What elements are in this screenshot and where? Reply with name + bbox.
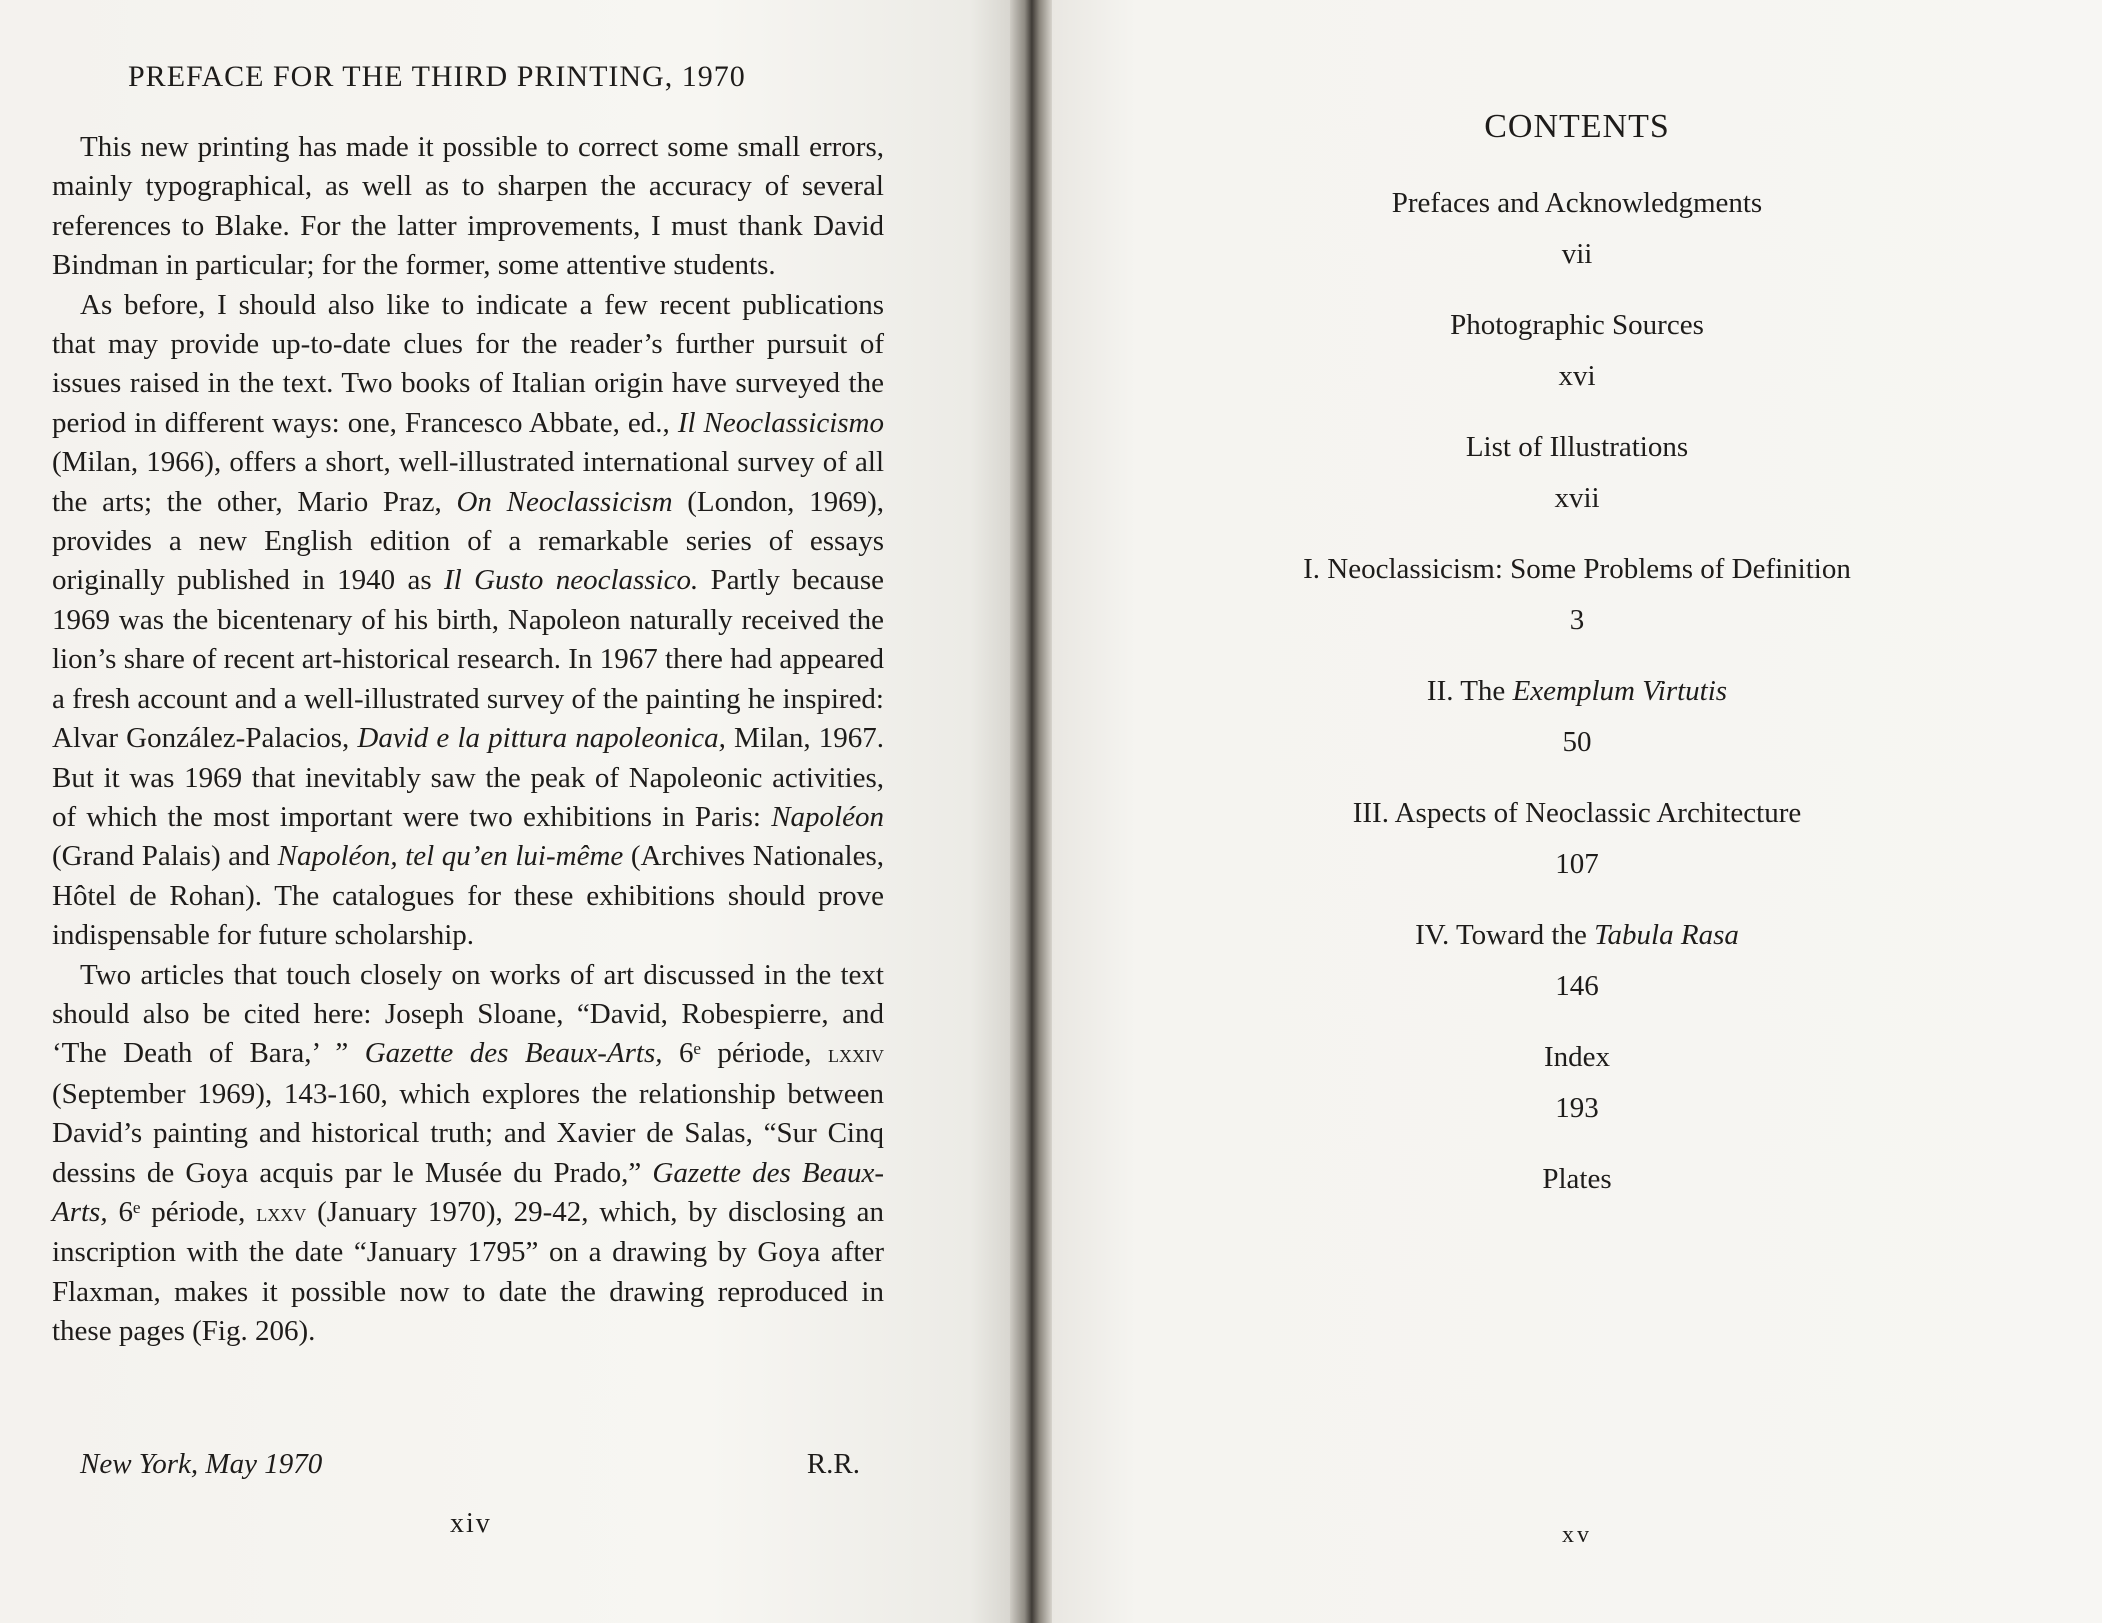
toc-entry-title bbox=[1052, 178, 2102, 228]
volume-number: lxxv bbox=[256, 1199, 307, 1227]
preface-paragraph bbox=[52, 956, 884, 1352]
text-run: III. Aspects of Neoclassic Architecture bbox=[1352, 797, 1802, 829]
italic-title: Napoléon bbox=[771, 800, 884, 833]
text-run: (Grand Palais) and bbox=[52, 840, 278, 873]
toc-entry-title bbox=[1052, 788, 2102, 838]
toc-entry-title bbox=[1052, 666, 2102, 716]
table-of-contents bbox=[1052, 178, 2102, 1204]
toc-entry-page: xvi bbox=[1558, 360, 1596, 392]
toc-entry bbox=[1052, 788, 2102, 910]
italic-title: Il Gusto neoclassico. bbox=[444, 564, 699, 597]
text-run: (Archives Nationales, Hôtel de Rohan). The catalogues for these exhibitions should prove indispensable for future scholarship. bbox=[52, 840, 885, 952]
text-run: I. Neoclassicism: Some Problems of Definition bbox=[1303, 553, 1851, 585]
signoff bbox=[80, 1448, 860, 1481]
text-run: Index bbox=[1543, 1041, 1611, 1073]
toc-entry-title bbox=[1052, 1154, 2102, 1204]
toc-entry-title bbox=[1052, 544, 2102, 594]
toc-entry bbox=[1052, 910, 2102, 1032]
running-head: PREFACE FOR THE THIRD PRINTING, 1970 bbox=[128, 60, 746, 93]
text-run: IV. Toward the bbox=[1415, 919, 1595, 951]
italic-title: Napoléon, tel qu’en lui-même bbox=[277, 840, 624, 873]
toc-entry bbox=[1052, 1154, 2102, 1204]
text-run: (September 1969), 143-160, which explores the relationship between David’s painting and historical truth; and Xavier de Salas, “Sur Cinq dessins de Goya acquis par le Musée du Prado,” bbox=[52, 1077, 884, 1189]
text-run: Partly because 1969 was the bicentenary of his birth, Napoleon naturally received the lion’s share of recent art-historical research. In 1967 there had appeared a fresh account and a well-illustrated survey of the painting he inspired: Alvar González-Palacios, bbox=[52, 564, 884, 755]
italic-title: Il Neoclassicismo bbox=[677, 406, 884, 439]
text-run: (Milan, 1966), offers a short, well-illustrated international survey of all the arts; the other, Mario Praz, bbox=[52, 446, 884, 518]
text-run: 6ᵉ période, bbox=[107, 1195, 257, 1228]
toc-entry-page: 146 bbox=[1555, 970, 1599, 1002]
italic-title: Gazette des Beaux-Arts, bbox=[364, 1037, 663, 1070]
toc-entry bbox=[1052, 178, 2102, 300]
italic-title: Gazette des Beaux-Arts, bbox=[52, 1156, 885, 1228]
text-run: 6ᵉ période, bbox=[662, 1037, 828, 1070]
text-run: Milan, 1967. But it was 1969 that inevitably saw the peak of Napoleonic activities, of which the most important were two exhibitions in Paris: bbox=[52, 722, 884, 833]
preface-body bbox=[52, 128, 884, 1352]
toc-entry bbox=[1052, 1032, 2102, 1154]
place-date: New York, May 1970 bbox=[80, 1448, 323, 1480]
text-run: (London, 1969), provides a new English edition of a remarkable series of essays originally published in 1940 as bbox=[52, 485, 884, 597]
toc-entry-page: xvii bbox=[1554, 482, 1600, 514]
book-gutter bbox=[1010, 0, 1052, 1623]
text-run: Two articles that touch closely on works of art discussed in the text should also be cited here: Joseph Sloane, “David, Robespierre, and ‘The Death of Bara,’ ” bbox=[52, 958, 884, 1070]
toc-entry bbox=[1052, 666, 2102, 788]
italic-title: David e la pittura napoleonica, bbox=[357, 722, 726, 755]
toc-entry-title bbox=[1052, 910, 2102, 960]
text-run: II. The bbox=[1426, 675, 1513, 707]
toc-entry-page: 193 bbox=[1555, 1092, 1599, 1124]
toc-entry-page: 107 bbox=[1555, 848, 1599, 880]
text-run: Prefaces and Acknowledgments bbox=[1391, 187, 1763, 219]
toc-entry bbox=[1052, 544, 2102, 666]
toc-entry-title bbox=[1052, 1032, 2102, 1082]
text-run: As before, I should also like to indicate a few recent publications that may provide up-to-date clues for the reader’s further pursuit of issues raised in the text. Two books of Italian origin have surveyed the period in different ways: one, Francesco Abbate, ed., bbox=[52, 288, 884, 439]
italic-title: On Neoclassicism bbox=[456, 485, 673, 518]
toc-entry-page: 50 bbox=[1562, 726, 1592, 758]
text-run: Plates bbox=[1542, 1163, 1612, 1195]
toc-entry-title bbox=[1052, 422, 2102, 472]
preface-paragraph bbox=[52, 286, 884, 956]
text-run: This new printing has made it possible to correct some small errors, mainly typographical, as well as to sharpen the accuracy of several references to Blake. For the latter improvements, I must thank David Bindman in particular; for the former, some attentive students. bbox=[52, 131, 884, 282]
toc-entry bbox=[1052, 300, 2102, 422]
text-run: (January 1970), 29-42, which, by disclosing an inscription with the date “January 1795” on a drawing by Goya after Flaxman, makes it possible now to date the drawing reproduced in these pages (Fig. 206). bbox=[52, 1195, 884, 1348]
author-initials: R.R. bbox=[806, 1448, 860, 1480]
contents-heading: CONTENTS bbox=[1484, 108, 1670, 145]
italic-title: Exemplum Virtutis bbox=[1512, 675, 1728, 707]
text-run: Photographic Sources bbox=[1450, 309, 1704, 341]
text-run: List of Illustrations bbox=[1465, 431, 1689, 463]
toc-entry-page: vii bbox=[1561, 238, 1593, 270]
volume-number: lxxiv bbox=[828, 1041, 884, 1069]
page-number: xv bbox=[1562, 1522, 1592, 1548]
toc-entry-title bbox=[1052, 300, 2102, 350]
right-page bbox=[1052, 0, 2102, 1623]
toc-entry-page: 3 bbox=[1569, 604, 1585, 636]
page-number: xiv bbox=[450, 1508, 492, 1539]
toc-entry bbox=[1052, 422, 2102, 544]
italic-title: Tabula Rasa bbox=[1594, 919, 1739, 951]
left-page bbox=[0, 0, 1010, 1623]
preface-paragraph bbox=[52, 128, 884, 286]
